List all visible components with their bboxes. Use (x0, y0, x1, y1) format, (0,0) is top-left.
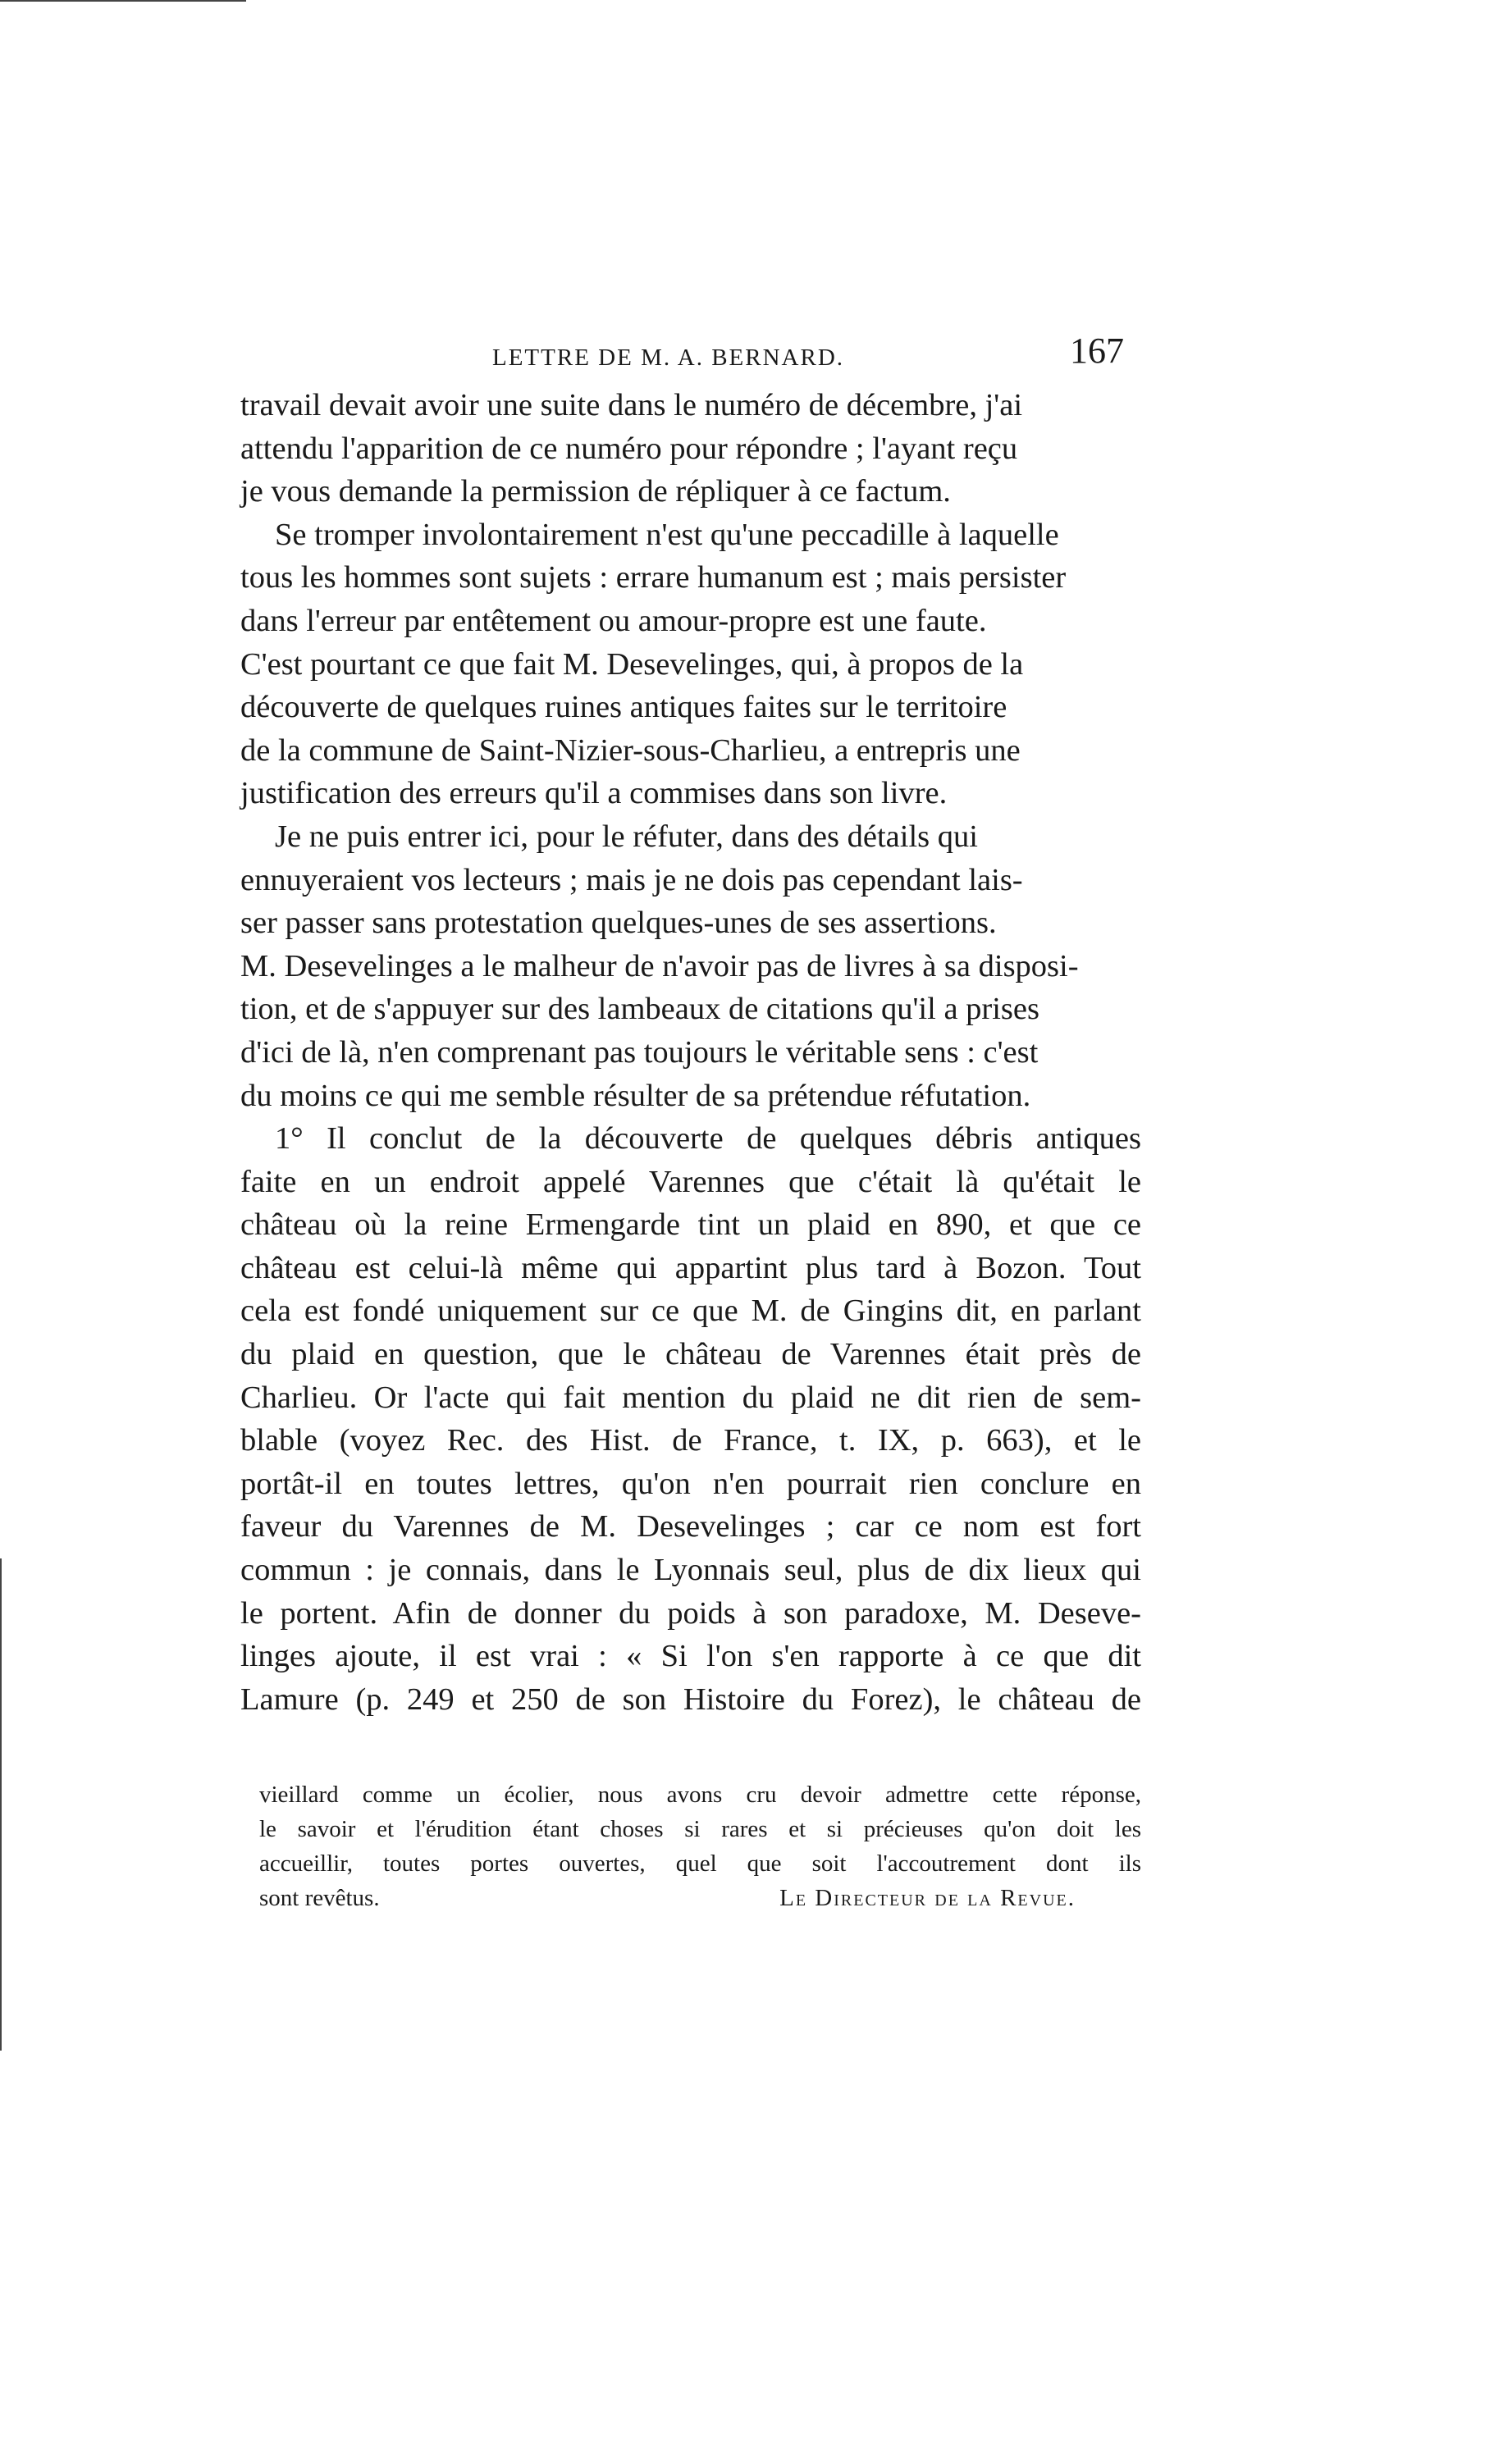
page-number: 167 (1070, 331, 1124, 371)
page-header (246, 330, 1140, 379)
footnote-text: vieillard comme un écolier, nous avons cru devoir admettre cette réponse, le savoir et l'érudition étant choses si rares et si précieuses qu'on doit les accueillir, toutes portes ouvertes, quel que soit l'accoutrement dont ils (259, 1782, 1141, 1877)
running-title: LETTRE DE M. A. BERNARD. (492, 345, 845, 371)
paragraph-3: Je ne puis entrer ici, pour le réfuter, dans des détails qui ennuyeraient vos lecteurs ; mais je ne dois pas cependant lais- ser passer sans protestation quelques-unes de ses assertions. M. Desevelinges a le malheur de n'avoir pas de livres à sa disposi- tion, et de s'appuyer sur des lambeaux de citations qu'il a prises d'ici de là, n'en comprenant pas toujours le véritable sens : c'est du moins ce qui me semble résulter de sa prétendue réfutation. (240, 819, 1079, 1113)
paragraph-2: Se tromper involontairement n'est qu'une peccadille à laquelle tous les hommes sont sujets : errare humanum est ; mais persister dans l'erreur par entêtement ou amour-propre est une faute. C'est pourtant ce que fait M. Desevelinges, qui, à propos de la découverte de quelques ruines antiques faites sur le territoire de la commune de Saint-Nizier-sous-Charlieu, a entrepris une justification des erreurs qu'il a commises dans son livre. (240, 517, 1067, 811)
signature: Le Directeur de la Revue. (779, 1885, 1076, 1911)
footnote (259, 1777, 1141, 1915)
main-text (240, 384, 1141, 1721)
scan-edge-mark (0, 0, 246, 2)
footnote-last-line: sont revêtus. (259, 1885, 380, 1911)
footnote-closing (259, 1881, 1141, 1915)
paragraph-1: travail devait avoir une suite dans le numéro de décembre, j'ai attendu l'apparition de ce numéro pour répondre ; l'ayant reçu je vous demande la permission de répliquer à ce factum. (240, 388, 1023, 509)
scan-edge-mark (0, 1558, 2, 2051)
paragraph-4: 1° Il conclut de la découverte de quelques débris antiques faite en un endroit appelé Varennes que c'était là qu'était le château où la reine Ermengarde tint un plaid en 890, et que ce château est celui-là même qui appartint plus tard à Bozon. Tout cela est fondé uniquement sur ce que M. de Gingins dit, en parlant du plaid en question, que le château de Varennes était près de Charlieu. Or l'acte qui fait mention du plaid ne dit rien de sem- blable (voyez Rec. des Hist. de France, t. IX, p. 663), et le portât-il en toutes lettres, qu'on n'en pourrait rien conclure en faveur du Varennes de M. Desevelinges ; car ce nom est fort commun : je connais, dans le Lyonnais seul, plus de dix lieux qui le portent. Afin de donner du poids à son paradoxe, M. Deseve- linges ajoute, il est vrai : « Si l'on s'en rapporte à ce que dit Lamure (p. 249 et 250 de son Histoire du Forez), le château de (240, 1121, 1141, 1717)
